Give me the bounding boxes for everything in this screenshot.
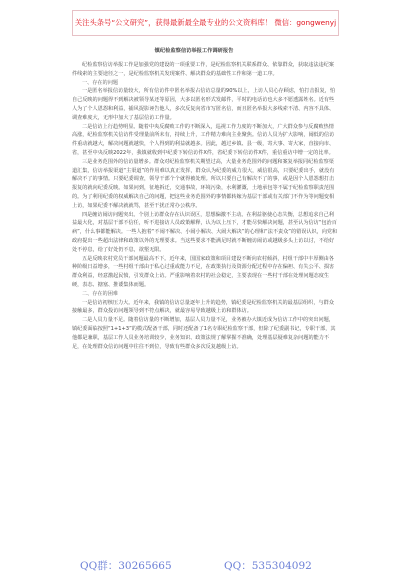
qq-group-text: QQ群：30265665 bbox=[80, 560, 172, 572]
report-body bbox=[72, 47, 338, 351]
section-heading-difficulties: 二、存在的困难 bbox=[82, 290, 118, 297]
paragraph-intro: 纪检监察信访举报工作是加强党的建设的一项重要工作，是纪检监察机关联系群众、依靠群众，获取违法违纪案件线索的主要途径之一，是纪检监察机关发现案件、解决群众的基础性工作和第一道工序。 bbox=[72, 62, 334, 77]
banner-notice: 关注头条号“公文研究”，获得最新最全最专业的公文资料库！ 微信：gongwenyj bbox=[72, 10, 339, 36]
qq-contact-text: QQ：535304092 bbox=[224, 560, 312, 572]
paragraph-problem-4: 四是缠访闹访问题突出。个别上访群众存在认识误区，思想偏激不主动。在利益驱使心态失衡，总想追求自己利益最大化，对基层干部不信任，听不进接访人员政策解释，认为以上压下，才能尽快解决问题，甚至认为信访“包治百病”，什么事都能解决。一些人抱着“不闹不解决、小闹小解决、大闹大解决”的心理和“法不责众”的错误认识，向党和政府提出一些超出法律和政策以外的无理要求。当这些要求不能满足时就不断缠访闹访或越级多头上访以讨，不给好处不停息，给了好处仍不息，欲壑无限。 bbox=[72, 211, 338, 253]
document-title: 镇纪检监察信访举报工作调研报告 bbox=[154, 48, 234, 54]
paragraph-problem-2: 二是信访上行趋势明显。随着中央反腐败工作的不断深入，巡视工作力度的不断加大，广大群众参与反腐败热情高涨，纪检监察机关信访件受理量前所未有，持续上升，工作精力难向主业聚焦。信访人员为扩大影响，闹低的信访件重动就越大，解决问题就越快，个人得到的利益就越多。因此，越过乡镇、县一级，寄大事、寄大家，直接向市、省，甚至中央反映2022年，我镇就收到中纪委下转信访件X件，省纪委下转信访件X件，重信重访中增一定的比率。 bbox=[72, 123, 335, 156]
section-heading-problems: 一、存在的问题 bbox=[82, 79, 118, 86]
paragraph-problem-5: 五是反映农村党员干部问题最高不下。近年来，国国家政策和项目建设不断向农村倾斜，村组干部中丰厚侧由各种阶级日益增多，一些村组干部由于私心过重或能力不足，在政策执行及资源分配过程中存在偏袒、有失公平、损害群众利益，经意激起民愤，引发群众上访。严重影响着农村的社会稳定，主要表现在一些村干部在处理问题态度生硬，表态、搪塞、推诿集体而题。 bbox=[72, 255, 335, 288]
paragraph-difficulty-2: 二是人员力量不足。随着信访量的不断增加，基层人员力量不足，业务被办大镇近成为信访工作中的突出问题，镇纪委面临按照“1+1+3”的模式配备干部，同时还配备了1名专职纪检监察干部，但除了纪委副书记，专职干部，其他都是兼职，基层工作人员业务培训较少，业务知识、政策法规了解掌握不准确，处理基层疑难复杂问题的能力不足，在处理群众信访问题中往往不到位，导致有些群众多次反复越级上访。 bbox=[72, 317, 336, 350]
paragraph-problem-1: 一是匿名举报信访量较大，所有信访件中匿名举报占信访总量的90%以上，上访人员心存顾虑，怕打击报复，怕自己反映的问题得不到解决被领导某还等原因，大多以匿名形式发邮件，平时的电话访也大多不愿透露姓名。近有些人为了个人恩怨和利益，捕风捉影诬告他人，多次反复向省市写匿名信，而且匿名举报大多线索不清、内容不具体、调查难度大，无形中加大了基层信访工作量。 bbox=[72, 88, 336, 121]
paragraph-problem-3: 三是业务范围外的信访量增多。群众对纪检监察机关期望过高，大量业务范围外的问题和案复举报同纪检监察渠道汇集，信访举报渠道“主渠道”的作用难以真正发挥，群众认为纪委的威力很大，威信很高，只要纪委出手，就没有解决不了的事情。只要纪委调查，领导干部个个就得被处理。所以只要自己有解决不了的事，或是因个人恩怨想打击报复的就向纪委反映。如果问到，征地拆迁，交通事故，环境污染，水利灌溉，土地承包等不属于纪检监察职责范围的。为了利用纪委的权威解决自己的问题，把这些业务范围外的事情都转嫁为基层干部或有关部门不作为等问题变相上访，如果纪委不解决就就骂，甚至干扰正常办公秩序。 bbox=[72, 158, 335, 209]
contact-footer bbox=[80, 558, 340, 572]
paragraph-difficulty-1: 一是信访初核压力大。近年来，我镇的信访总量逐年上升的趋势，镇纪委是纪检监察机关的最基层组织，与群众接触最多，群众投访问题领导到不符点解决，就最容易导致越级上访和群体访。 bbox=[72, 299, 334, 315]
